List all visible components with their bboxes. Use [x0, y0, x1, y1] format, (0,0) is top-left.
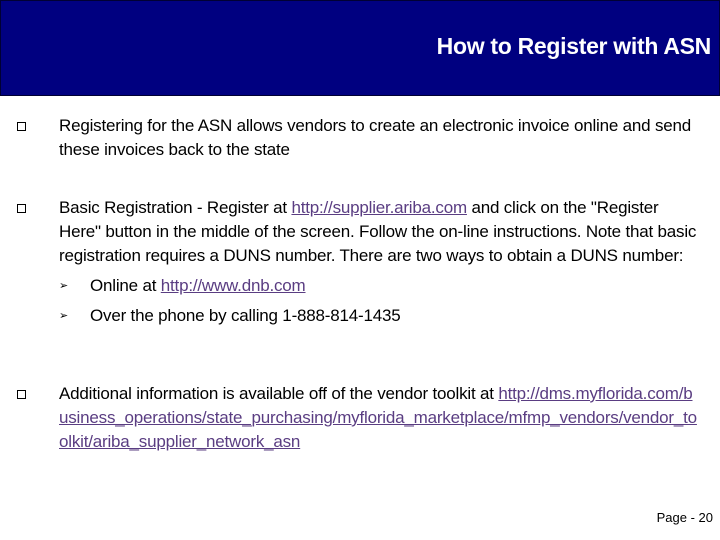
bullet-text: Registering for the ASN allows vendors to create an electronic invoice online and send these invoices back to the state	[59, 116, 692, 159]
sub-item	[59, 304, 699, 328]
ariba-link[interactable]: http://supplier.ariba.com	[291, 198, 467, 217]
arrow-bullet-icon: ➢	[59, 310, 69, 322]
square-bullet-icon	[17, 122, 26, 131]
bullet-text: and click on the "Register Here" button in the middle of the screen. Follow the on-line instructions. Note that basic registration requires a DUNS number. There are two ways to obtain a DUNS number:	[59, 198, 697, 265]
page-number: Page - 20	[656, 510, 713, 525]
sub-text: Online at	[90, 276, 161, 295]
vendor-toolkit-link[interactable]: http://dms.myflorida.com/business_operations/state_purchasing/myflorida_marketplace/mfmp_vendors/vendor_toolkit/ariba_supplier_network_asn	[59, 384, 697, 451]
slide-title: How to Register with ASN	[436, 33, 711, 59]
title-banner	[0, 0, 720, 96]
sub-item	[59, 274, 699, 298]
bullet-item	[59, 196, 699, 328]
dnb-link[interactable]: http://www.dnb.com	[160, 276, 306, 295]
bullet-text: Basic Registration - Register at	[59, 198, 292, 217]
arrow-bullet-icon: ➢	[59, 280, 69, 292]
bullet-item	[59, 114, 699, 162]
bullet-item	[59, 382, 699, 454]
square-bullet-icon	[17, 204, 26, 213]
square-bullet-icon	[17, 390, 26, 399]
sub-text: Over the phone by calling 1-888-814-1435	[90, 306, 401, 325]
bullet-text: Additional information is available off of the vendor toolkit at	[59, 384, 499, 403]
